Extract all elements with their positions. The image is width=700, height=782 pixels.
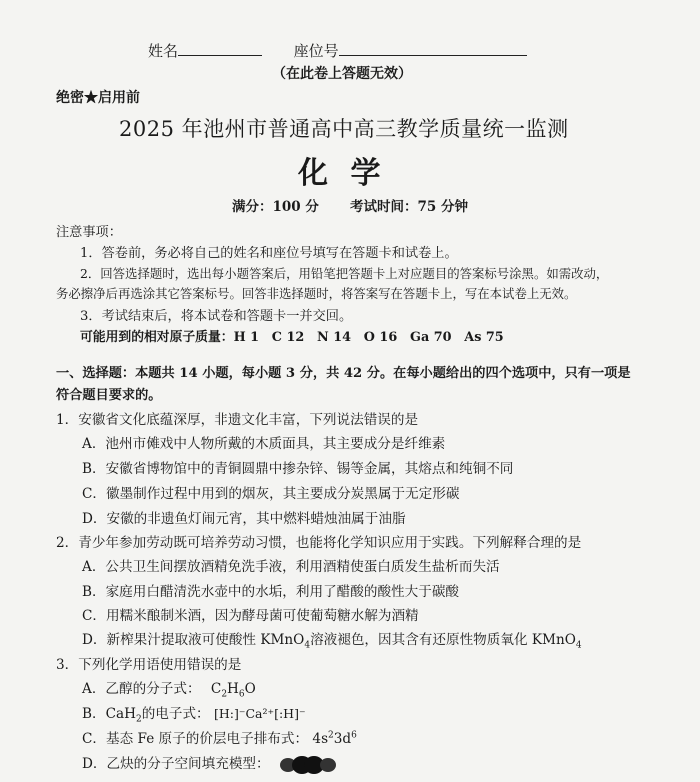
score-info: 满分：100 分 xyxy=(232,199,319,215)
q2-d-text-1: D．新榨果汁提取液可使酸性 KMnO xyxy=(82,632,305,648)
q3-option-b[interactable] xyxy=(82,702,306,725)
q2-stem: 2．青少年参加劳动既可培养劳动习惯，也能将化学知识应用于实践。下列解释合理的是 xyxy=(56,535,582,551)
q2-option-d[interactable] xyxy=(82,628,582,651)
notice-item-2-cont: 务必擦净后再选涂其它答案标号。回答非选择题时，将答案写在答题卡上，写在本试卷上无效。 xyxy=(56,286,577,301)
q1-option-d[interactable]: D．安徽的非遗鱼灯闹元宵，其中燃料蜡烛油属于油脂 xyxy=(82,511,406,527)
q3-a-formula: $C_2H_6O$ xyxy=(210,681,256,700)
subject-title: 化 学 xyxy=(298,156,387,191)
q3-b-formula: [H:]⁻Ca²⁺[:H]⁻ xyxy=(213,706,306,721)
q3-b-text-2: 的电子式： xyxy=(141,706,210,722)
q2-option-c[interactable]: C．用糯米酿制米酒，因为酵母菌可使葡萄糖水解为酒精 xyxy=(82,608,419,624)
seat-label: 座位号 xyxy=(293,42,339,60)
time-info: 考试时间：75 分钟 xyxy=(350,199,468,215)
q2-d-sub-1: 4 xyxy=(304,640,311,651)
q3-b-sub: 2 xyxy=(135,714,142,725)
q3-option-d[interactable] xyxy=(82,752,338,775)
q3-d-label: D．乙炔的分子空间填充模型： xyxy=(82,756,270,772)
q3-b-text-1: B．CaH xyxy=(82,706,136,722)
name-row xyxy=(148,40,527,61)
secret-label: 绝密★启用前 xyxy=(56,90,140,106)
acetylene-model-icon xyxy=(278,755,338,775)
name-label: 姓名 xyxy=(148,42,179,60)
q2-d-text-2: 溶液褪色，因其含有还原性物质氧化 KMnO xyxy=(310,632,576,648)
q3-c-formula: $4s^23d^6$ xyxy=(312,730,357,747)
q1-option-a[interactable]: A．池州市傩戏中人物所戴的木质面具，其主要成分是纤维素 xyxy=(82,436,446,452)
q3-a-label: A．乙醇的分子式： xyxy=(82,681,201,697)
q2-option-b[interactable]: B．家庭用白醋清洗水壶中的水垢，利用了醋酸的酸性大于碳酸 xyxy=(82,584,460,600)
name-blank[interactable] xyxy=(178,41,262,56)
q2-option-a[interactable]: A．公共卫生间摆放酒精免洗手液，利用酒精使蛋白质发生盐析而失活 xyxy=(82,559,500,575)
atomic-masses: 可能用到的相对原子质量：H 1 C 12 N 14 O 16 Ga 70 As 75 xyxy=(80,330,504,345)
q3-option-a[interactable] xyxy=(82,677,256,700)
seat-blank[interactable] xyxy=(339,41,527,56)
exam-title: 2025 年池州市普通高中高三教学质量统一监测 xyxy=(119,117,569,141)
notice-item-2: 2．回答选择题时，选出每小题答案后，用铅笔把答题卡上对应题目的答案标号涂黑。如需改动， xyxy=(80,266,609,281)
section1-line2: 符合题目要求的。 xyxy=(56,388,162,403)
q3-option-c[interactable] xyxy=(82,727,357,747)
notice-item-3: 3．考试结束后，将本试卷和答题卡一并交回。 xyxy=(80,309,353,324)
q1-option-c[interactable]: C．徽墨制作过程中用到的烟灰，其主要成分炭黑属于无定形碳 xyxy=(82,486,460,502)
notice-item-1: 1．答卷前，务必将自己的姓名和座位号填写在答题卡和试卷上。 xyxy=(80,246,458,261)
q1-option-b[interactable]: B．安徽省博物馆中的青铜圆鼎中掺杂锌、锡等金属，其熔点和纯铜不同 xyxy=(82,461,514,477)
answer-invalid-note: （在此卷上答题无效） xyxy=(272,66,412,82)
q3-c-label: C．基态 Fe 原子的价层电子排布式： xyxy=(82,731,309,747)
q1-stem: 1．安徽省文化底蕴深厚，非遗文化丰富，下列说法错误的是 xyxy=(56,412,419,428)
notice-heading: 注意事项： xyxy=(56,225,122,240)
section1-line1: 一、选择题：本题共 14 小题，每小题 3 分，共 42 分。在每小题给出的四个选项中，只有一项是 xyxy=(56,366,631,381)
q3-stem: 3．下列化学用语使用错误的是 xyxy=(56,657,242,673)
q2-d-sub-2: 4 xyxy=(575,640,582,651)
